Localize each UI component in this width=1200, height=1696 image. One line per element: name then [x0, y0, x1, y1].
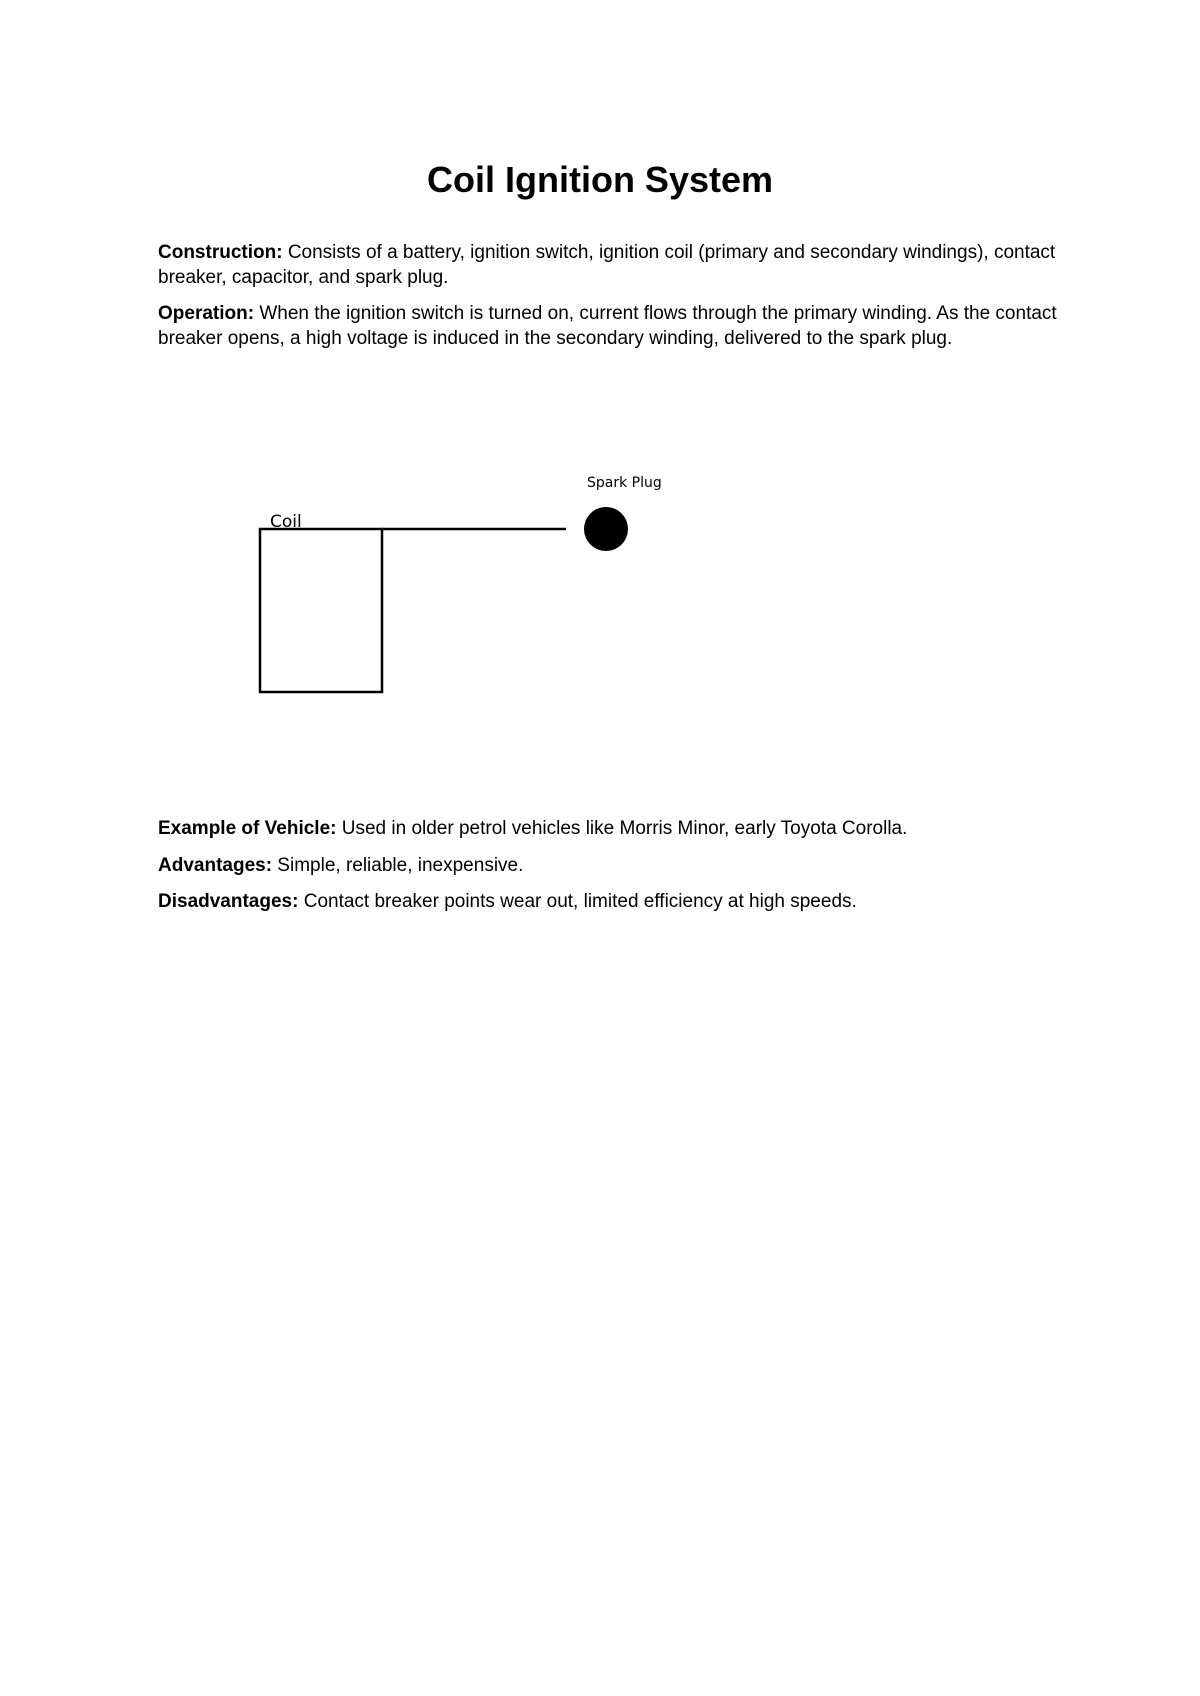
advantages-text: Simple, reliable, inexpensive.	[272, 855, 524, 876]
coil-label: Coil	[270, 512, 302, 532]
page-title: Coil Ignition System	[426, 159, 774, 200]
coil-box	[260, 529, 382, 692]
construction-paragraph	[158, 240, 1058, 290]
spark-plug-label: Spark Plug	[587, 475, 662, 491]
operation-paragraph	[158, 301, 1058, 351]
ignition-diagram	[0, 460, 1200, 700]
disadvantages-paragraph	[158, 889, 1058, 914]
example-text: Used in older petrol vehicles like Morris Minor, early Toyota Corolla.	[336, 818, 908, 839]
example-label: Example of Vehicle:	[158, 818, 337, 839]
advantages-paragraph	[158, 853, 1058, 878]
advantages-label: Advantages:	[158, 855, 273, 876]
disadvantages-text: Contact breaker points wear out, limited efficiency at high speeds.	[298, 891, 857, 912]
disadvantages-label: Disadvantages:	[158, 891, 299, 912]
example-paragraph	[158, 816, 1058, 841]
construction-label: Construction:	[158, 242, 283, 263]
construction-text: Consists of a battery, ignition switch, ignition coil (primary and secondary windings), contact breaker, capacitor, and spark plug.	[158, 242, 1056, 288]
operation-label: Operation:	[158, 303, 255, 324]
spark-plug-icon	[584, 507, 628, 551]
operation-text: When the ignition switch is turned on, current flows through the primary winding. As the contact breaker opens, a high voltage is induced in the secondary winding, delivered to the spark plug.	[158, 303, 1057, 349]
